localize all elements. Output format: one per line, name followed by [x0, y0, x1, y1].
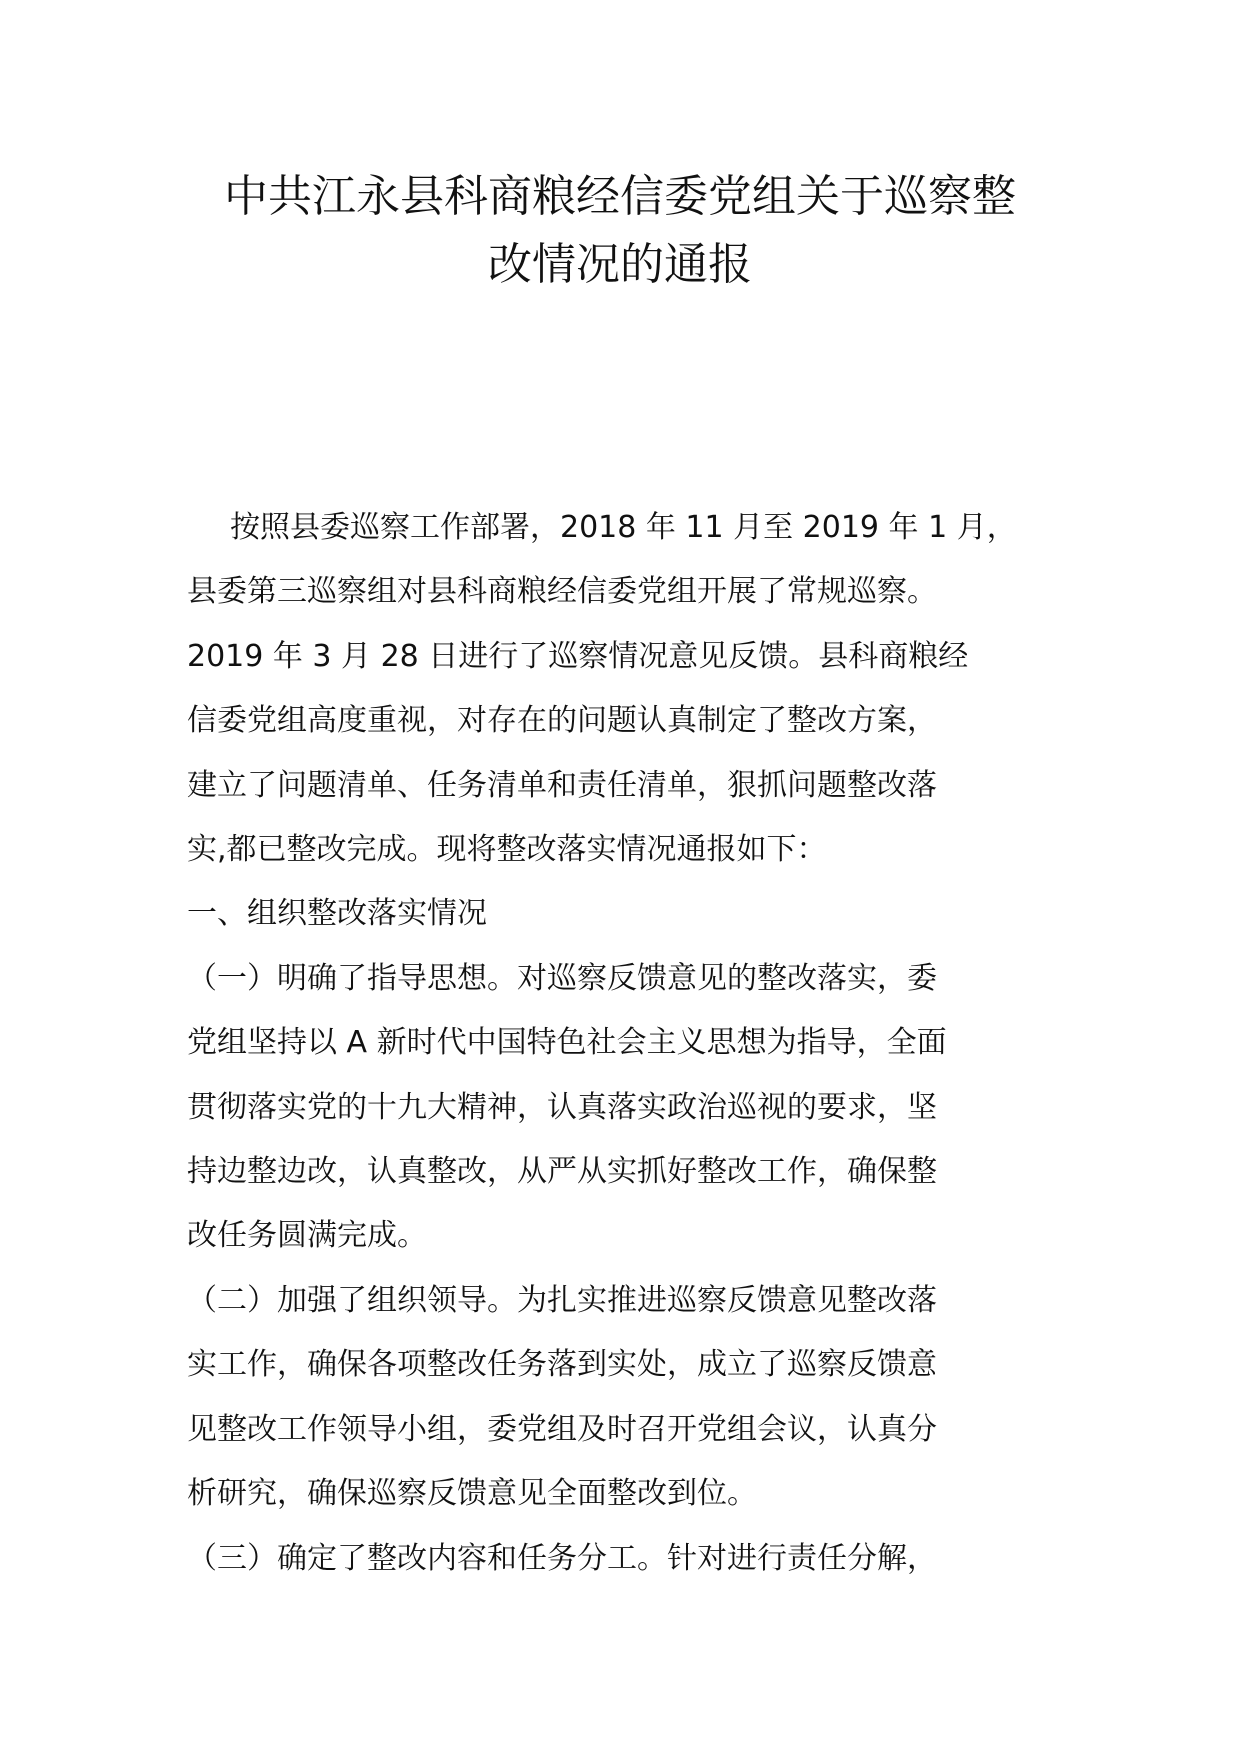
text-line: （一）明确了指导思想。对巡察反馈意见的整改落实，委 [187, 960, 937, 996]
paragraph-item-1 [187, 947, 1087, 1269]
text-line: 持边整边改，认真整改，从严从实抓好整改工作，确保整 [187, 1154, 937, 1190]
text-line: 析研究，确保巡察反馈意见全面整改到位。 [187, 1476, 757, 1512]
text-line: （三）确定了整改内容和任务分工。针对进行责任分解， [187, 1540, 937, 1576]
text-line: 实,都已整改完成。现将整改落实情况通报如下： [187, 832, 827, 868]
section-heading [187, 882, 1087, 946]
text-line: 建立了问题清单、任务清单和责任清单，狠抓问题整改落 [187, 767, 937, 803]
text-line: 贯彻落实党的十九大精神，认真落实政治巡视的要求，坚 [187, 1089, 937, 1125]
paragraph-item-3 [187, 1527, 1087, 1591]
title-line-2: 改情况的通报 [488, 239, 752, 290]
text-line: 按照县委巡察工作部署，2018 年 11 月至 2019 年 1 月， [230, 510, 1017, 545]
text-line: （二）加强了组织领导。为扎实推进巡察反馈意见整改落 [187, 1282, 937, 1318]
text-line: 改任务圆满完成。 [187, 1218, 427, 1254]
text-line: 信委党组高度重视，对存在的问题认真制定了整改方案， [187, 703, 937, 739]
document-body [187, 496, 1087, 1591]
paragraph-item-2 [187, 1269, 1087, 1527]
document-title [150, 163, 1090, 299]
text-line: 2019 年 3 月 28 日进行了巡察情况意见反馈。县科商粮经 [187, 638, 969, 674]
paragraph-intro [187, 496, 1087, 882]
text-line: 县委第三巡察组对县科商粮经信委党组开展了常规巡察。 [187, 574, 937, 610]
text-line: 见整改工作领导小组，委党组及时召开党组会议，认真分 [187, 1411, 937, 1447]
text-line: 党组坚持以 A 新时代中国特色社会主义思想为指导，全面 [187, 1025, 947, 1061]
title-line-1: 中共江永县科商粮经信委党组关于巡察整 [224, 171, 1016, 222]
text-line: 实工作，确保各项整改任务落到实处，成立了巡察反馈意 [187, 1347, 937, 1383]
text-line: 一、组织整改落实情况 [187, 896, 487, 932]
